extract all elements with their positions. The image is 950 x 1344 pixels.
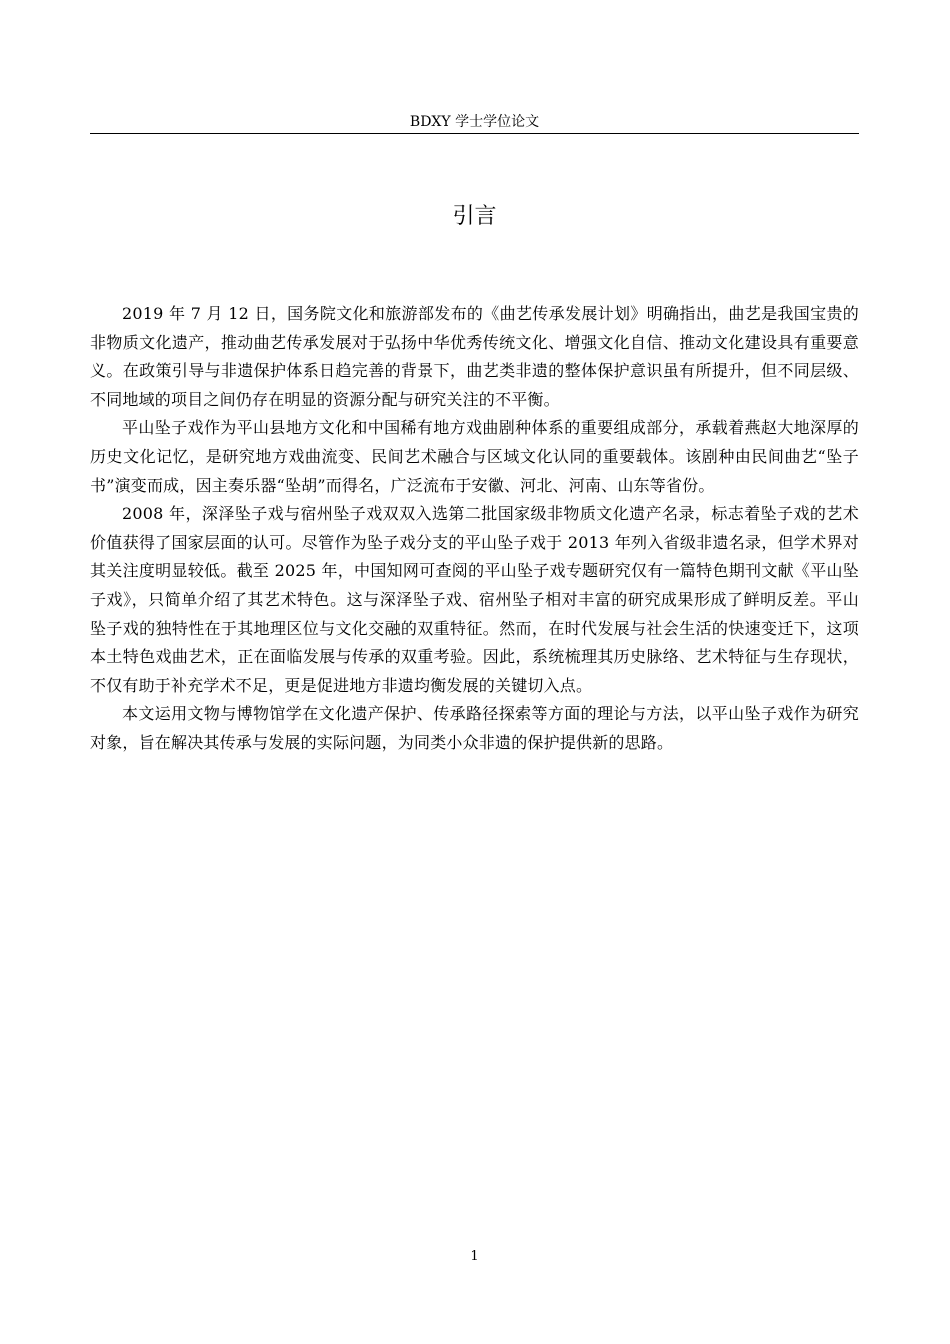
header-rule xyxy=(90,133,859,134)
running-header: BDXY 学士学位论文 xyxy=(409,114,540,130)
page-number: 1 xyxy=(470,1249,479,1264)
paragraph: 平山坠子戏作为平山县地方文化和中国稀有地方戏曲剧种体系的重要组成部分，承载着燕赵大地深厚的历史文化记忆，是研究地方戏曲流变、民间艺术融合与区域文化认同的重要载体。该剧种由民间曲艺“坠子书”演变而成，因主奏乐器“坠胡”而得名，广泛流布于安徽、河北、河南、山东等省份。 xyxy=(90,418,859,495)
section-title: 引言 xyxy=(452,204,497,229)
paragraph: 2008 年，深泽坠子戏与宿州坠子戏双双入选第二批国家级非物质文化遗产名录，标志着坠子戏的艺术价值获得了国家层面的认可。尽管作为坠子戏分支的平山坠子戏于 2013 年列入省级非遗名录，但学术界对其关注度明显较低。截至 2025 年，中国知网可查阅的平山坠子戏专题研究仅有一篇特色期刊文献《平山坠子戏》，只简单介绍了其艺术特色。这与深泽坠子戏、宿州坠子相对丰富的研究成果形成了鲜明反差。平山坠子戏的独特性在于其地理区位与文化交融的双重特征。然而，在时代发展与社会生活的快速变迁下，这项本土特色戏曲艺术，正在面临发展与传承的双重考验。因此，系统梳理其历史脉络、艺术特征与生存现状，不仅有助于补充学术不足，更是促进地方非遗均衡发展的关键切入点。 xyxy=(90,504,859,695)
paragraph: 2019 年 7 月 12 日，国务院文化和旅游部发布的《曲艺传承发展计划》明确指出，曲艺是我国宝贵的非物质文化遗产，推动曲艺传承发展对于弘扬中华优秀传统文化、增强文化自信、推动文化建设具有重要意义。在政策引导与非遗保护体系日趋完善的背景下，曲艺类非遗的整体保护意识虽有所提升，但不同层级、不同地域的项目之间仍存在明显的资源分配与研究关注的不平衡。 xyxy=(90,304,859,409)
body-text xyxy=(90,300,859,758)
paragraph: 本文运用文物与博物馆学在文化遗产保护、传承路径探索等方面的理论与方法，以平山坠子戏作为研究对象，旨在解决其传承与发展的实际问题，为同类小众非遗的保护提供新的思路。 xyxy=(90,704,859,752)
